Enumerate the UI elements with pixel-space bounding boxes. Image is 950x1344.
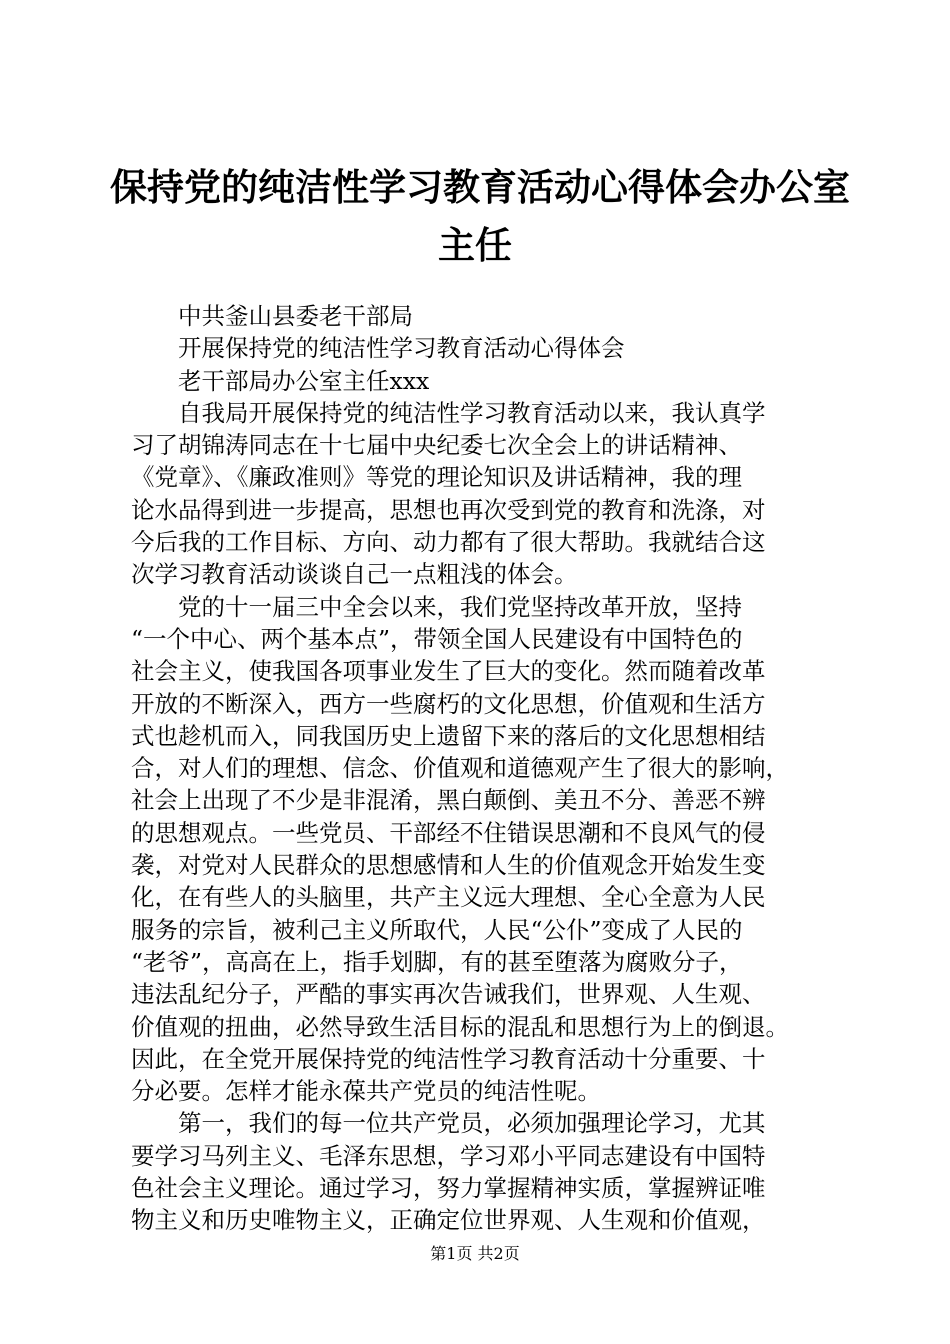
title-line-1: 保持党的纯洁性学习教育活动心得体会办公室 [110, 165, 850, 209]
body-line: 袭，对党对人民群众的思想感情和人生的价值观念开始发生变 [131, 851, 766, 880]
body-line: 色社会主义理论。通过学习，努力掌握精神实质，掌握辨证唯 [131, 1174, 766, 1203]
body-line: 化，在有些人的头脑里，共产主义远大理想、全心全意为人民 [131, 883, 766, 912]
body-line: 开放的不断深入，西方一些腐朽的文化思想，价值观和生活方 [131, 689, 766, 718]
body-line: 社会主义，使我国各项事业发生了巨大的变化。然而随着改革 [131, 657, 766, 686]
body-line: 服务的宗旨，被利己主义所取代，人民“公仆”变成了人民的 [131, 915, 743, 944]
body-line: 自我局开展保持党的纯洁性学习教育活动以来，我认真学 [178, 398, 766, 427]
body-line: 《党章》、《廉政准则》等党的理论知识及讲话精神，我的理 [131, 463, 742, 492]
title-line-2: 主任 [438, 223, 512, 267]
body-line: 第一，我们的每一位共产党员，必须加强理论学习，尤其 [178, 1109, 766, 1138]
body-line: 要学习马列主义、毛泽东思想，学习邓小平同志建设有中国特 [131, 1141, 766, 1170]
body-line: 因此，在全党开展保持党的纯洁性学习教育活动十分重要、十 [131, 1044, 766, 1073]
body-line: 论水品得到进一步提高，思想也再次受到党的教育和洗涤，对 [131, 495, 766, 524]
body-line: 老干部局办公室主任xxx [178, 366, 430, 395]
body-line: 违法乱纪分子，严酷的事实再次告诫我们，世界观、人生观、 [131, 980, 766, 1009]
document-body [131, 300, 851, 1237]
body-line: 开展保持党的纯洁性学习教育活动心得体会 [178, 334, 625, 363]
body-line: 今后我的工作目标、方向、动力都有了很大帮助。我就结合这 [131, 528, 766, 557]
body-line: 次学习教育活动谈谈自己一点粗浅的体会。 [131, 560, 578, 589]
body-line: 价值观的扭曲，必然导致生活目标的混乱和思想行为上的倒退。 [131, 1012, 789, 1041]
body-line: 习了胡锦涛同志在十七届中央纪委七次全会上的讲话精神、 [131, 431, 742, 460]
body-line: 社会上出现了不少是非混淆，黑白颠倒、美丑不分、善恶不辨 [131, 786, 766, 815]
body-line: 的思想观点。一些党员、干部经不住错误思潮和不良风气的侵 [131, 818, 766, 847]
body-line: 分必要。怎样才能永葆共产党员的纯洁性呢。 [131, 1077, 601, 1106]
page-footer: 第1页 共2页 [430, 1244, 520, 1263]
body-line: 物主义和历史唯物主义，正确定位世界观、人生观和价值观， [131, 1206, 766, 1235]
body-line: 式也趁机而入，同我国历史上遗留下来的落后的文化思想相结 [131, 721, 766, 750]
body-line: 合，对人们的理想、信念、价值观和道德观产生了很大的影响， [131, 754, 789, 783]
body-line: “一个中心、两个基本点”，带领全国人民建设有中国特色的 [131, 624, 743, 653]
body-line: 党的十一届三中全会以来，我们党坚持改革开放，坚持 [178, 592, 742, 621]
body-line: “老爷”，高高在上，指手划脚，有的甚至堕落为腐败分子， [131, 947, 743, 976]
body-line: 中共釜山县委老干部局 [178, 302, 413, 330]
document-title [110, 158, 850, 274]
